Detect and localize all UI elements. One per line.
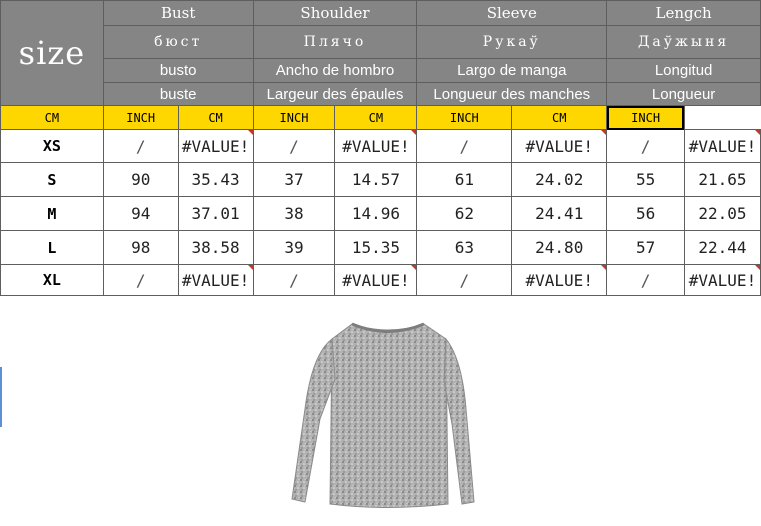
cell-value: 21.65 xyxy=(698,170,747,189)
cell-value: 15.35 xyxy=(351,238,400,257)
table-cell[interactable] xyxy=(178,231,253,265)
cell-value: 14.57 xyxy=(351,170,400,189)
table-row xyxy=(1,130,761,163)
cell-value: 56 xyxy=(635,204,656,223)
cell-value: 14.96 xyxy=(351,204,400,223)
unit-cm-shoulder[interactable]: CM xyxy=(178,106,253,130)
error-flag-icon xyxy=(411,130,416,135)
table-cell[interactable] xyxy=(512,265,607,296)
table-cell[interactable] xyxy=(178,130,253,163)
size-row-label[interactable]: L xyxy=(1,231,104,265)
cell-value: #VALUE! xyxy=(688,270,757,290)
size-header-cell[interactable]: size xyxy=(1,1,104,106)
error-flag-icon xyxy=(248,265,253,270)
unit-inch-bust[interactable]: INCH xyxy=(103,106,178,130)
table-cell[interactable] xyxy=(178,197,253,231)
unit-cm-bust[interactable]: CM xyxy=(1,106,104,130)
cell-value: 63 xyxy=(454,238,474,257)
table-cell[interactable] xyxy=(684,130,760,163)
table-row xyxy=(1,231,761,265)
table-cell[interactable] xyxy=(417,163,512,197)
cell-value: / xyxy=(459,270,470,290)
cell-value: 37 xyxy=(284,170,304,189)
table-cell[interactable] xyxy=(253,231,335,265)
length-header-en[interactable]: Lengch xyxy=(607,1,761,26)
cell-value: / xyxy=(459,136,470,156)
cell-value: 37.01 xyxy=(191,204,240,223)
table-cell[interactable] xyxy=(512,163,607,197)
table-cell[interactable] xyxy=(512,231,607,265)
length-header-ru[interactable]: Даўжыня xyxy=(607,26,761,59)
cell-value: #VALUE! xyxy=(342,270,410,290)
cell-value: / xyxy=(135,136,146,156)
shoulder-header-en[interactable]: Shoulder xyxy=(253,1,417,26)
table-cell[interactable] xyxy=(103,265,178,296)
cell-value: / xyxy=(640,270,651,290)
table-cell[interactable] xyxy=(335,197,417,231)
table-cell[interactable] xyxy=(103,231,178,265)
cell-value: #VALUE! xyxy=(181,136,250,156)
sleeve-header-es[interactable]: Largo de manga xyxy=(417,59,607,83)
cell-value: 24.02 xyxy=(535,170,584,189)
size-row-label[interactable]: XL xyxy=(1,265,104,296)
cell-value: 94 xyxy=(131,204,151,223)
sweater-icon xyxy=(292,324,474,508)
table-cell[interactable] xyxy=(253,265,335,296)
table-cell[interactable] xyxy=(417,265,512,296)
table-cell[interactable] xyxy=(607,265,685,296)
cell-value: 98 xyxy=(131,238,151,257)
size-row-label[interactable]: S xyxy=(1,163,104,197)
cell-value: 57 xyxy=(635,238,656,257)
unit-inch-shoulder[interactable]: INCH xyxy=(253,106,335,130)
cell-value: 62 xyxy=(454,204,474,223)
unit-cm-length[interactable]: CM xyxy=(512,106,607,130)
bust-header-fr[interactable]: buste xyxy=(103,83,253,106)
sleeve-header-ru[interactable]: Рукаў xyxy=(417,26,607,59)
cell-value: #VALUE! xyxy=(525,136,593,156)
table-cell[interactable] xyxy=(253,197,335,231)
table-cell[interactable] xyxy=(417,197,512,231)
length-header-fr[interactable]: Longueur xyxy=(607,83,761,106)
table-cell[interactable] xyxy=(335,231,417,265)
error-flag-icon xyxy=(601,130,606,135)
sleeve-header-en[interactable]: Sleeve xyxy=(417,1,607,26)
unit-inch-length[interactable]: INCH xyxy=(607,106,685,130)
cell-value: #VALUE! xyxy=(181,270,250,290)
cell-value: #VALUE! xyxy=(525,270,593,290)
bust-header-ru[interactable]: бюст xyxy=(103,26,253,59)
table-cell[interactable] xyxy=(178,265,253,296)
error-flag-icon xyxy=(755,130,760,135)
table-cell[interactable] xyxy=(684,163,760,197)
table-cell[interactable] xyxy=(103,130,178,163)
error-flag-icon xyxy=(411,265,416,270)
cell-value: / xyxy=(289,270,299,290)
cell-value: / xyxy=(135,270,146,290)
table-row xyxy=(1,265,761,296)
table-cell[interactable] xyxy=(607,197,685,231)
table-cell[interactable] xyxy=(103,163,178,197)
table-cell[interactable] xyxy=(607,163,685,197)
shoulder-header-ru[interactable]: Плячо xyxy=(253,26,417,59)
shoulder-header-es[interactable]: Ancho de hombro xyxy=(253,59,417,83)
cell-value: 55 xyxy=(635,170,656,189)
cell-value: 35.43 xyxy=(191,170,240,189)
shoulder-header-fr[interactable]: Largeur des épaules xyxy=(253,83,417,106)
error-flag-icon xyxy=(755,265,760,270)
table-cell[interactable] xyxy=(684,197,760,231)
sweater-photo xyxy=(0,299,761,526)
table-cell[interactable] xyxy=(417,130,512,163)
error-flag-icon xyxy=(248,130,253,135)
cell-value: 38 xyxy=(284,204,304,223)
table-cell[interactable] xyxy=(512,130,607,163)
table-cell[interactable] xyxy=(103,197,178,231)
table-cell[interactable] xyxy=(335,163,417,197)
table-cell[interactable] xyxy=(607,130,685,163)
error-flag-icon xyxy=(601,265,606,270)
size-row-label[interactable]: XS xyxy=(1,130,104,163)
table-cell[interactable] xyxy=(512,197,607,231)
cell-value: 22.44 xyxy=(698,238,747,257)
table-cell[interactable] xyxy=(417,231,512,265)
table-cell[interactable] xyxy=(335,265,417,296)
table-cell[interactable] xyxy=(253,163,335,197)
bust-header-en[interactable]: Bust xyxy=(103,1,253,26)
table-cell[interactable] xyxy=(178,163,253,197)
cell-value: 39 xyxy=(284,238,304,257)
cell-value: 38.58 xyxy=(191,238,240,257)
cell-value: #VALUE! xyxy=(688,136,757,156)
size-row-label[interactable]: M xyxy=(1,197,104,231)
table-cell[interactable] xyxy=(607,231,685,265)
sleeve-header-fr[interactable]: Longueur des manches xyxy=(417,83,607,106)
cell-value: 90 xyxy=(131,170,151,189)
cell-value: 61 xyxy=(454,170,474,189)
unit-cm-sleeve[interactable]: CM xyxy=(335,106,417,130)
cell-value: #VALUE! xyxy=(342,136,410,156)
cell-value: / xyxy=(640,136,651,156)
unit-inch-sleeve[interactable]: INCH xyxy=(417,106,512,130)
cell-value: 24.80 xyxy=(535,238,584,257)
table-row xyxy=(1,197,761,231)
table-cell[interactable] xyxy=(253,130,335,163)
table-cell[interactable] xyxy=(335,130,417,163)
table-row xyxy=(1,163,761,197)
cell-value: / xyxy=(289,136,299,156)
length-header-es[interactable]: Longitud xyxy=(607,59,761,83)
bust-header-es[interactable]: busto xyxy=(103,59,253,83)
table-cell[interactable] xyxy=(684,265,760,296)
table-cell[interactable] xyxy=(684,231,760,265)
cell-value: 22.05 xyxy=(698,204,747,223)
cell-value: 24.41 xyxy=(535,204,584,223)
